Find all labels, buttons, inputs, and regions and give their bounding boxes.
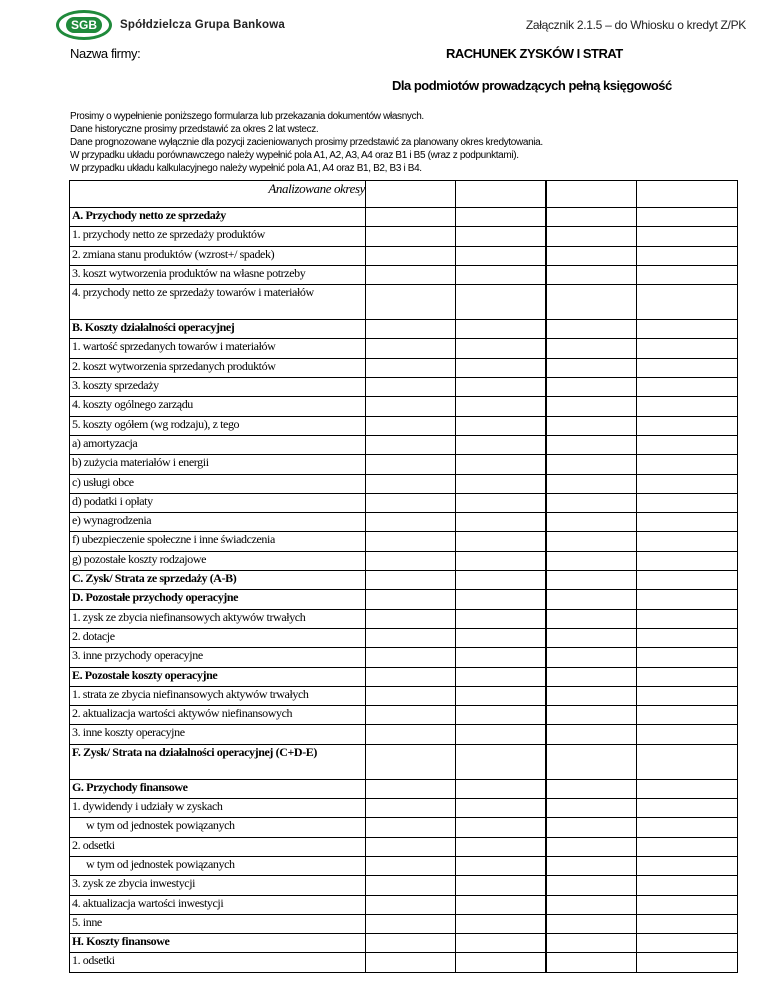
row-label: d) podatki i opłaty: [70, 493, 366, 512]
value-cell[interactable]: [546, 799, 637, 818]
table-row: [70, 953, 738, 972]
value-cell[interactable]: [546, 513, 637, 532]
table-row: [70, 378, 738, 397]
value-cell[interactable]: [366, 265, 456, 284]
value-cell[interactable]: [456, 706, 547, 725]
row-label: g) pozostałe koszty rodzajowe: [70, 551, 366, 570]
table-row: [70, 227, 738, 246]
value-cell[interactable]: [546, 818, 637, 837]
value-cell[interactable]: [366, 648, 456, 667]
value-cell[interactable]: [637, 358, 738, 377]
analyzed-periods-header: Analizowane okresy: [70, 181, 366, 208]
value-cell[interactable]: [546, 914, 637, 933]
value-cell[interactable]: [366, 837, 456, 856]
value-cell[interactable]: [366, 378, 456, 397]
value-cell[interactable]: [456, 208, 547, 227]
table-row: [70, 590, 738, 609]
value-cell[interactable]: [637, 285, 738, 320]
value-cell[interactable]: [456, 339, 547, 358]
table-row: [70, 397, 738, 416]
value-cell[interactable]: [637, 667, 738, 686]
value-cell[interactable]: [456, 818, 547, 837]
value-cell[interactable]: [637, 706, 738, 725]
value-cell[interactable]: [456, 876, 547, 895]
row-label: 1. przychody netto ze sprzedaży produktów: [70, 227, 366, 246]
value-cell[interactable]: [456, 725, 547, 744]
value-cell[interactable]: [637, 320, 738, 339]
row-label: E. Pozostałe koszty operacyjne: [70, 667, 366, 686]
value-cell[interactable]: [546, 876, 637, 895]
row-label: 1. odsetki: [70, 953, 366, 972]
row-label: 3. koszt wytworzenia produktów na własne potrzeby: [70, 265, 366, 284]
value-cell[interactable]: [456, 320, 547, 339]
logo-bank-name: Spółdzielcza Grupa Bankowa: [120, 19, 285, 31]
value-cell[interactable]: [637, 378, 738, 397]
value-cell[interactable]: [456, 474, 547, 493]
value-cell[interactable]: [366, 435, 456, 454]
value-cell[interactable]: [546, 474, 637, 493]
instruction-line: W przypadku układu porównawczego należy wypełnić pola A1, A2, A3, A4 oraz B1 i B5 (wraz z podpunktami).: [70, 150, 519, 161]
document-title: RACHUNEK ZYSKÓW I STRAT: [446, 46, 623, 61]
value-cell[interactable]: [456, 246, 547, 265]
value-cell[interactable]: [546, 416, 637, 435]
value-cell[interactable]: [456, 628, 547, 647]
company-name-label: Nazwa firmy:: [70, 46, 141, 61]
row-label: 2. dotacje: [70, 628, 366, 647]
value-cell[interactable]: [366, 856, 456, 875]
table-row: [70, 779, 738, 798]
table-row: [70, 265, 738, 284]
period-column-header: [456, 181, 547, 208]
instruction-line: W przypadku układu kalkulacyjnego należy wypełnić pola A1, A4 oraz B1, B2, B3 i B4.: [70, 163, 422, 174]
value-cell[interactable]: [456, 358, 547, 377]
row-label: 1. dywidendy i udziały w zyskach: [70, 799, 366, 818]
table-row: [70, 493, 738, 512]
value-cell[interactable]: [546, 435, 637, 454]
value-cell[interactable]: [366, 208, 456, 227]
row-label: H. Koszty finansowe: [70, 934, 366, 953]
value-cell[interactable]: [456, 532, 547, 551]
value-cell[interactable]: [546, 628, 637, 647]
value-cell[interactable]: [637, 856, 738, 875]
table-row: [70, 208, 738, 227]
row-label: 3. inne przychody operacyjne: [70, 648, 366, 667]
value-cell[interactable]: [366, 416, 456, 435]
table-row: [70, 628, 738, 647]
value-cell[interactable]: [546, 934, 637, 953]
value-cell[interactable]: [366, 246, 456, 265]
value-cell[interactable]: [366, 744, 456, 779]
value-cell[interactable]: [546, 339, 637, 358]
value-cell[interactable]: [546, 246, 637, 265]
value-cell[interactable]: [546, 590, 637, 609]
value-cell[interactable]: [456, 667, 547, 686]
value-cell[interactable]: [366, 706, 456, 725]
value-cell[interactable]: [546, 856, 637, 875]
value-cell[interactable]: [456, 435, 547, 454]
sgb-logo-badge: [56, 10, 112, 40]
value-cell[interactable]: [546, 265, 637, 284]
row-label: 2. aktualizacja wartości aktywów niefinansowych: [70, 706, 366, 725]
value-cell[interactable]: [546, 320, 637, 339]
table-row: [70, 818, 738, 837]
value-cell[interactable]: [546, 493, 637, 512]
table-header-row: [70, 181, 738, 208]
attachment-reference: Załącznik 2.1.5 – do Whiosku o kredyt Z/PK: [525, 18, 746, 32]
table-row: [70, 246, 738, 265]
instruction-line: Dane historyczne prosimy przedstawić za okres 2 lat wstecz.: [70, 124, 319, 135]
value-cell[interactable]: [456, 397, 547, 416]
value-cell[interactable]: [456, 571, 547, 590]
value-cell[interactable]: [366, 934, 456, 953]
value-cell[interactable]: [637, 416, 738, 435]
value-cell[interactable]: [546, 378, 637, 397]
value-cell[interactable]: [366, 532, 456, 551]
value-cell[interactable]: [456, 265, 547, 284]
table-row: [70, 706, 738, 725]
row-label: 1. wartość sprzedanych towarów i materiałów: [70, 339, 366, 358]
value-cell[interactable]: [366, 667, 456, 686]
table-row: [70, 856, 738, 875]
value-cell[interactable]: [546, 837, 637, 856]
value-cell[interactable]: [456, 513, 547, 532]
value-cell[interactable]: [637, 744, 738, 779]
row-label: 2. odsetki: [70, 837, 366, 856]
value-cell[interactable]: [546, 686, 637, 705]
row-label: 3. inne koszty operacyjne: [70, 725, 366, 744]
value-cell[interactable]: [637, 725, 738, 744]
value-cell[interactable]: [456, 455, 547, 474]
value-cell[interactable]: [546, 953, 637, 972]
instructions: [70, 110, 543, 175]
value-cell[interactable]: [366, 320, 456, 339]
value-cell[interactable]: [456, 934, 547, 953]
period-column-header: [637, 181, 738, 208]
table-row: [70, 358, 738, 377]
value-cell[interactable]: [366, 358, 456, 377]
table-row: [70, 799, 738, 818]
value-cell[interactable]: [637, 339, 738, 358]
value-cell[interactable]: [637, 609, 738, 628]
value-cell[interactable]: [456, 648, 547, 667]
row-label: e) wynagrodzenia: [70, 513, 366, 532]
value-cell[interactable]: [456, 551, 547, 570]
row-label: 4. koszty ogólnego zarządu: [70, 397, 366, 416]
row-label: 1. zysk ze zbycia niefinansowych aktywów trwałych: [70, 609, 366, 628]
value-cell[interactable]: [456, 285, 547, 320]
value-cell[interactable]: [637, 934, 738, 953]
value-cell[interactable]: [366, 953, 456, 972]
period-column-header: [366, 181, 456, 208]
table-row: [70, 725, 738, 744]
value-cell[interactable]: [546, 667, 637, 686]
value-cell[interactable]: [366, 493, 456, 512]
value-cell[interactable]: [366, 590, 456, 609]
value-cell[interactable]: [546, 609, 637, 628]
row-label: c) usługi obce: [70, 474, 366, 493]
value-cell[interactable]: [456, 590, 547, 609]
period-column-header: [546, 181, 637, 208]
value-cell[interactable]: [366, 285, 456, 320]
row-label: G. Przychody finansowe: [70, 779, 366, 798]
table-row: [70, 474, 738, 493]
value-cell[interactable]: [366, 455, 456, 474]
value-cell[interactable]: [456, 493, 547, 512]
value-cell[interactable]: [637, 648, 738, 667]
row-label: w tym od jednostek powiązanych: [70, 856, 366, 875]
table-row: [70, 513, 738, 532]
value-cell[interactable]: [456, 914, 547, 933]
row-label: B. Koszty działalności operacyjnej: [70, 320, 366, 339]
row-label: 4. aktualizacja wartości inwestycji: [70, 895, 366, 914]
value-cell[interactable]: [637, 590, 738, 609]
row-label: 2. zmiana stanu produktów (wzrost+/ spadek): [70, 246, 366, 265]
value-cell[interactable]: [546, 397, 637, 416]
value-cell[interactable]: [456, 227, 547, 246]
table-row: [70, 895, 738, 914]
value-cell[interactable]: [546, 227, 637, 246]
row-label: w tym od jednostek powiązanych: [70, 818, 366, 837]
table-row: [70, 455, 738, 474]
value-cell[interactable]: [366, 227, 456, 246]
table-row: [70, 667, 738, 686]
table-row: [70, 435, 738, 454]
value-cell[interactable]: [456, 609, 547, 628]
value-cell[interactable]: [637, 876, 738, 895]
value-cell[interactable]: [637, 246, 738, 265]
row-label: b) zużycia materiałów i energii: [70, 455, 366, 474]
income-statement-table: [69, 180, 738, 973]
value-cell[interactable]: [637, 779, 738, 798]
value-cell[interactable]: [546, 285, 637, 320]
row-label: 5. inne: [70, 914, 366, 933]
row-label: 4. przychody netto ze sprzedaży towarów i materiałów: [70, 285, 366, 320]
value-cell[interactable]: [637, 474, 738, 493]
row-label: 1. strata ze zbycia niefinansowych aktywów trwałych: [70, 686, 366, 705]
value-cell[interactable]: [546, 895, 637, 914]
value-cell[interactable]: [366, 513, 456, 532]
row-label: a) amortyzacja: [70, 435, 366, 454]
row-label: f) ubezpieczenie społeczne i inne świadczenia: [70, 532, 366, 551]
value-cell[interactable]: [366, 779, 456, 798]
value-cell[interactable]: [366, 686, 456, 705]
value-cell[interactable]: [546, 455, 637, 474]
value-cell[interactable]: [546, 208, 637, 227]
value-cell[interactable]: [366, 628, 456, 647]
value-cell[interactable]: [546, 648, 637, 667]
value-cell[interactable]: [366, 551, 456, 570]
table-row: [70, 914, 738, 933]
value-cell[interactable]: [546, 532, 637, 551]
row-label: 5. koszty ogółem (wg rodzaju), z tego: [70, 416, 366, 435]
value-cell[interactable]: [456, 799, 547, 818]
value-cell[interactable]: [546, 725, 637, 744]
value-cell[interactable]: [637, 914, 738, 933]
table-row: [70, 339, 738, 358]
table-row: [70, 551, 738, 570]
value-cell[interactable]: [637, 208, 738, 227]
value-cell[interactable]: [637, 493, 738, 512]
row-label: C. Zysk/ Strata ze sprzedaży (A-B): [70, 571, 366, 590]
value-cell[interactable]: [366, 876, 456, 895]
row-label: 3. koszty sprzedaży: [70, 378, 366, 397]
value-cell[interactable]: [637, 895, 738, 914]
value-cell[interactable]: [456, 895, 547, 914]
value-cell[interactable]: [456, 779, 547, 798]
row-label: A. Przychody netto ze sprzedaży: [70, 208, 366, 227]
value-cell[interactable]: [637, 953, 738, 972]
table-row: [70, 320, 738, 339]
table-row: [70, 571, 738, 590]
value-cell[interactable]: [546, 779, 637, 798]
table-row: [70, 744, 738, 779]
table-row: [70, 934, 738, 953]
value-cell[interactable]: [456, 744, 547, 779]
value-cell[interactable]: [637, 686, 738, 705]
value-cell[interactable]: [637, 551, 738, 570]
logo-badge-text: SGB: [66, 17, 102, 33]
table-row: [70, 285, 738, 320]
value-cell[interactable]: [366, 609, 456, 628]
value-cell[interactable]: [637, 532, 738, 551]
row-label: D. Pozostałe przychody operacyjne: [70, 590, 366, 609]
value-cell[interactable]: [366, 474, 456, 493]
value-cell[interactable]: [456, 837, 547, 856]
value-cell[interactable]: [366, 571, 456, 590]
value-cell[interactable]: [546, 706, 637, 725]
table-row: [70, 876, 738, 895]
value-cell[interactable]: [637, 227, 738, 246]
value-cell[interactable]: [366, 799, 456, 818]
table-row: [70, 532, 738, 551]
instruction-line: Prosimy o wypełnienie poniższego formularza lub przekazania dokumentów własnych.: [70, 111, 424, 122]
table-row: [70, 837, 738, 856]
value-cell[interactable]: [546, 744, 637, 779]
value-cell[interactable]: [456, 856, 547, 875]
value-cell[interactable]: [637, 571, 738, 590]
value-cell[interactable]: [546, 551, 637, 570]
value-cell[interactable]: [366, 339, 456, 358]
value-cell[interactable]: [637, 397, 738, 416]
value-cell[interactable]: [546, 571, 637, 590]
value-cell[interactable]: [637, 265, 738, 284]
table-row: [70, 609, 738, 628]
value-cell[interactable]: [637, 455, 738, 474]
value-cell[interactable]: [366, 818, 456, 837]
value-cell[interactable]: [637, 513, 738, 532]
table-row: [70, 648, 738, 667]
value-cell[interactable]: [637, 435, 738, 454]
sgb-logo: [56, 8, 285, 42]
value-cell[interactable]: [366, 725, 456, 744]
row-label: F. Zysk/ Strata na działalności operacyjnej (C+D-E): [70, 744, 366, 779]
row-label: 3. zysk ze zbycia inwestycji: [70, 876, 366, 895]
value-cell[interactable]: [637, 799, 738, 818]
value-cell[interactable]: [637, 837, 738, 856]
value-cell[interactable]: [456, 416, 547, 435]
table-row: [70, 416, 738, 435]
value-cell[interactable]: [366, 895, 456, 914]
value-cell[interactable]: [456, 378, 547, 397]
value-cell[interactable]: [546, 358, 637, 377]
value-cell[interactable]: [366, 914, 456, 933]
value-cell[interactable]: [366, 397, 456, 416]
value-cell[interactable]: [456, 686, 547, 705]
table-row: [70, 686, 738, 705]
value-cell[interactable]: [456, 953, 547, 972]
value-cell[interactable]: [637, 818, 738, 837]
instruction-line: Dane prognozowane wyłącznie dla pozycji zacieniowanych prosimy przedstawić za planowany okres kredytowania.: [70, 137, 543, 148]
value-cell[interactable]: [637, 628, 738, 647]
row-label: 2. koszt wytworzenia sprzedanych produktów: [70, 358, 366, 377]
document-subtitle: Dla podmiotów prowadzących pełną księgowość: [392, 78, 672, 93]
